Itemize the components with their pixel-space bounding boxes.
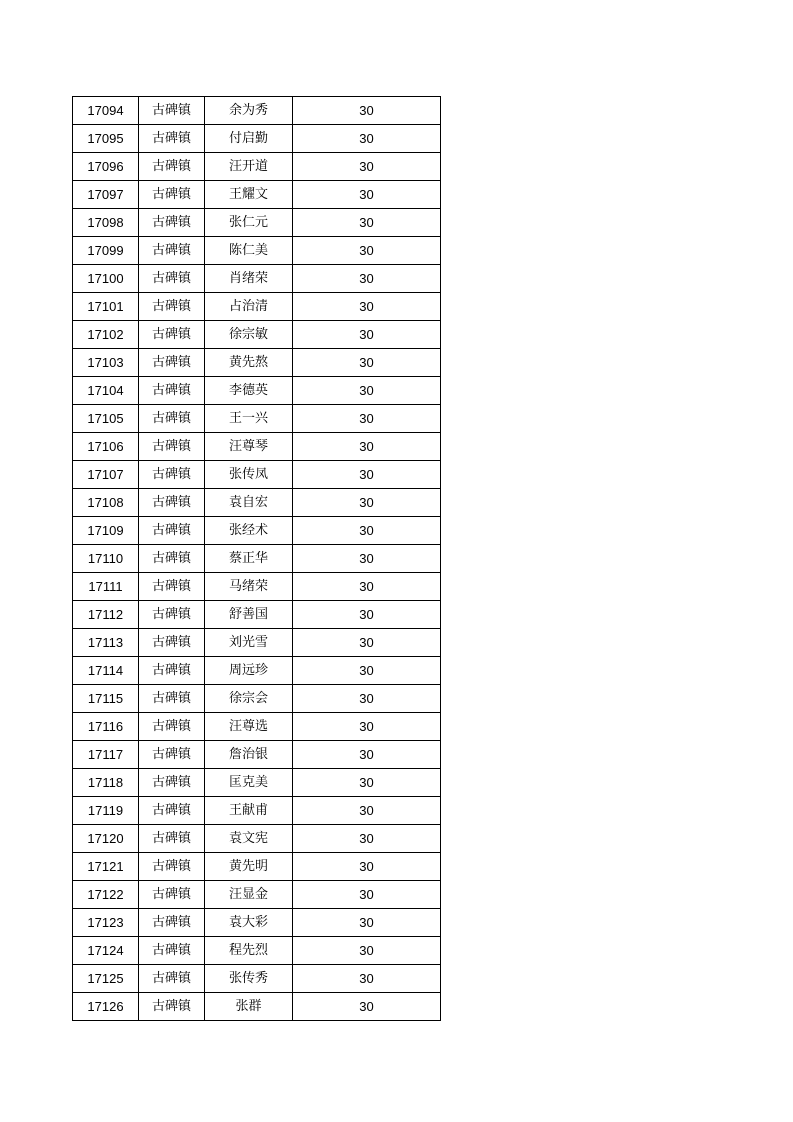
- cell-id: 17121: [73, 853, 139, 881]
- cell-name: 袁大彩: [205, 909, 293, 937]
- cell-id: 17107: [73, 461, 139, 489]
- cell-town: 古碑镇: [139, 265, 205, 293]
- data-table: [72, 96, 441, 1021]
- cell-town: 古碑镇: [139, 573, 205, 601]
- cell-town: 古碑镇: [139, 461, 205, 489]
- cell-amount: 30: [293, 657, 441, 685]
- cell-id: 17120: [73, 825, 139, 853]
- table-row: [73, 825, 441, 853]
- table-body: [73, 97, 441, 1021]
- cell-id: 17117: [73, 741, 139, 769]
- cell-amount: 30: [293, 181, 441, 209]
- cell-id: 17122: [73, 881, 139, 909]
- cell-amount: 30: [293, 433, 441, 461]
- cell-name: 肖绪荣: [205, 265, 293, 293]
- cell-id: 17114: [73, 657, 139, 685]
- cell-town: 古碑镇: [139, 433, 205, 461]
- cell-town: 古碑镇: [139, 237, 205, 265]
- table-row: [73, 881, 441, 909]
- table-row: [73, 545, 441, 573]
- cell-name: 舒善国: [205, 601, 293, 629]
- table-row: [73, 993, 441, 1021]
- table-row: [73, 293, 441, 321]
- cell-name: 刘光雪: [205, 629, 293, 657]
- cell-name: 汪尊琴: [205, 433, 293, 461]
- cell-amount: 30: [293, 797, 441, 825]
- table-row: [73, 265, 441, 293]
- cell-town: 古碑镇: [139, 405, 205, 433]
- cell-name: 袁自宏: [205, 489, 293, 517]
- cell-town: 古碑镇: [139, 825, 205, 853]
- cell-town: 古碑镇: [139, 293, 205, 321]
- cell-town: 古碑镇: [139, 629, 205, 657]
- cell-name: 张传凤: [205, 461, 293, 489]
- cell-name: 周远珍: [205, 657, 293, 685]
- cell-id: 17119: [73, 797, 139, 825]
- table-row: [73, 937, 441, 965]
- cell-name: 蔡正华: [205, 545, 293, 573]
- cell-id: 17103: [73, 349, 139, 377]
- cell-name: 余为秀: [205, 97, 293, 125]
- cell-name: 匡克美: [205, 769, 293, 797]
- table-row: [73, 125, 441, 153]
- cell-amount: 30: [293, 741, 441, 769]
- cell-amount: 30: [293, 405, 441, 433]
- table-row: [73, 517, 441, 545]
- cell-amount: 30: [293, 265, 441, 293]
- cell-name: 陈仁美: [205, 237, 293, 265]
- table-row: [73, 853, 441, 881]
- cell-amount: 30: [293, 993, 441, 1021]
- cell-name: 张仁元: [205, 209, 293, 237]
- cell-id: 17096: [73, 153, 139, 181]
- table-row: [73, 713, 441, 741]
- cell-id: 17106: [73, 433, 139, 461]
- cell-town: 古碑镇: [139, 181, 205, 209]
- cell-name: 张经术: [205, 517, 293, 545]
- cell-amount: 30: [293, 293, 441, 321]
- cell-town: 古碑镇: [139, 713, 205, 741]
- cell-town: 古碑镇: [139, 349, 205, 377]
- cell-id: 17113: [73, 629, 139, 657]
- cell-name: 程先烈: [205, 937, 293, 965]
- table-row: [73, 629, 441, 657]
- cell-amount: 30: [293, 125, 441, 153]
- cell-id: 17118: [73, 769, 139, 797]
- cell-id: 17110: [73, 545, 139, 573]
- table-row: [73, 153, 441, 181]
- cell-id: 17108: [73, 489, 139, 517]
- cell-amount: 30: [293, 545, 441, 573]
- cell-town: 古碑镇: [139, 489, 205, 517]
- cell-id: 17097: [73, 181, 139, 209]
- cell-id: 17125: [73, 965, 139, 993]
- table-row: [73, 181, 441, 209]
- cell-amount: 30: [293, 237, 441, 265]
- cell-amount: 30: [293, 489, 441, 517]
- cell-amount: 30: [293, 97, 441, 125]
- cell-amount: 30: [293, 769, 441, 797]
- cell-amount: 30: [293, 601, 441, 629]
- cell-amount: 30: [293, 825, 441, 853]
- table-row: [73, 489, 441, 517]
- cell-town: 古碑镇: [139, 993, 205, 1021]
- table-row: [73, 909, 441, 937]
- cell-id: 17116: [73, 713, 139, 741]
- cell-town: 古碑镇: [139, 797, 205, 825]
- cell-id: 17099: [73, 237, 139, 265]
- cell-amount: 30: [293, 713, 441, 741]
- cell-id: 17111: [73, 573, 139, 601]
- cell-name: 汪开道: [205, 153, 293, 181]
- table-row: [73, 433, 441, 461]
- cell-town: 古碑镇: [139, 853, 205, 881]
- cell-name: 张群: [205, 993, 293, 1021]
- cell-amount: 30: [293, 377, 441, 405]
- cell-amount: 30: [293, 937, 441, 965]
- cell-name: 汪显金: [205, 881, 293, 909]
- cell-town: 古碑镇: [139, 377, 205, 405]
- cell-town: 古碑镇: [139, 153, 205, 181]
- table-row: [73, 685, 441, 713]
- table-row: [73, 601, 441, 629]
- cell-id: 17124: [73, 937, 139, 965]
- cell-id: 17112: [73, 601, 139, 629]
- cell-town: 古碑镇: [139, 97, 205, 125]
- cell-name: 詹治银: [205, 741, 293, 769]
- table-row: [73, 349, 441, 377]
- cell-town: 古碑镇: [139, 741, 205, 769]
- cell-amount: 30: [293, 349, 441, 377]
- cell-id: 17104: [73, 377, 139, 405]
- cell-name: 袁文宪: [205, 825, 293, 853]
- cell-id: 17109: [73, 517, 139, 545]
- cell-id: 17102: [73, 321, 139, 349]
- cell-amount: 30: [293, 909, 441, 937]
- cell-amount: 30: [293, 685, 441, 713]
- cell-amount: 30: [293, 853, 441, 881]
- table-row: [73, 405, 441, 433]
- cell-name: 张传秀: [205, 965, 293, 993]
- cell-name: 李德英: [205, 377, 293, 405]
- cell-town: 古碑镇: [139, 601, 205, 629]
- table-row: [73, 461, 441, 489]
- cell-id: 17098: [73, 209, 139, 237]
- cell-town: 古碑镇: [139, 657, 205, 685]
- table-row: [73, 237, 441, 265]
- table-row: [73, 573, 441, 601]
- cell-amount: 30: [293, 321, 441, 349]
- cell-id: 17123: [73, 909, 139, 937]
- cell-amount: 30: [293, 461, 441, 489]
- cell-name: 徐宗敏: [205, 321, 293, 349]
- cell-id: 17095: [73, 125, 139, 153]
- cell-name: 徐宗会: [205, 685, 293, 713]
- cell-id: 17100: [73, 265, 139, 293]
- cell-amount: 30: [293, 517, 441, 545]
- cell-town: 古碑镇: [139, 769, 205, 797]
- cell-id: 17115: [73, 685, 139, 713]
- cell-town: 古碑镇: [139, 517, 205, 545]
- cell-name: 王耀文: [205, 181, 293, 209]
- table-row: [73, 797, 441, 825]
- table-row: [73, 741, 441, 769]
- cell-town: 古碑镇: [139, 909, 205, 937]
- cell-name: 汪尊选: [205, 713, 293, 741]
- cell-town: 古碑镇: [139, 545, 205, 573]
- cell-amount: 30: [293, 629, 441, 657]
- cell-town: 古碑镇: [139, 937, 205, 965]
- table-row: [73, 657, 441, 685]
- table-row: [73, 97, 441, 125]
- cell-id: 17101: [73, 293, 139, 321]
- table-row: [73, 965, 441, 993]
- cell-town: 古碑镇: [139, 321, 205, 349]
- cell-id: 17126: [73, 993, 139, 1021]
- cell-town: 古碑镇: [139, 685, 205, 713]
- cell-name: 马绪荣: [205, 573, 293, 601]
- cell-town: 古碑镇: [139, 965, 205, 993]
- cell-amount: 30: [293, 573, 441, 601]
- cell-town: 古碑镇: [139, 125, 205, 153]
- table-row: [73, 769, 441, 797]
- cell-name: 付启勤: [205, 125, 293, 153]
- cell-town: 古碑镇: [139, 881, 205, 909]
- cell-name: 黄先明: [205, 853, 293, 881]
- cell-amount: 30: [293, 153, 441, 181]
- cell-name: 占治清: [205, 293, 293, 321]
- table-row: [73, 377, 441, 405]
- cell-id: 17094: [73, 97, 139, 125]
- cell-id: 17105: [73, 405, 139, 433]
- cell-town: 古碑镇: [139, 209, 205, 237]
- table-row: [73, 321, 441, 349]
- cell-amount: 30: [293, 881, 441, 909]
- table-row: [73, 209, 441, 237]
- cell-amount: 30: [293, 965, 441, 993]
- cell-name: 王献甫: [205, 797, 293, 825]
- cell-amount: 30: [293, 209, 441, 237]
- cell-name: 黄先熬: [205, 349, 293, 377]
- cell-name: 王一兴: [205, 405, 293, 433]
